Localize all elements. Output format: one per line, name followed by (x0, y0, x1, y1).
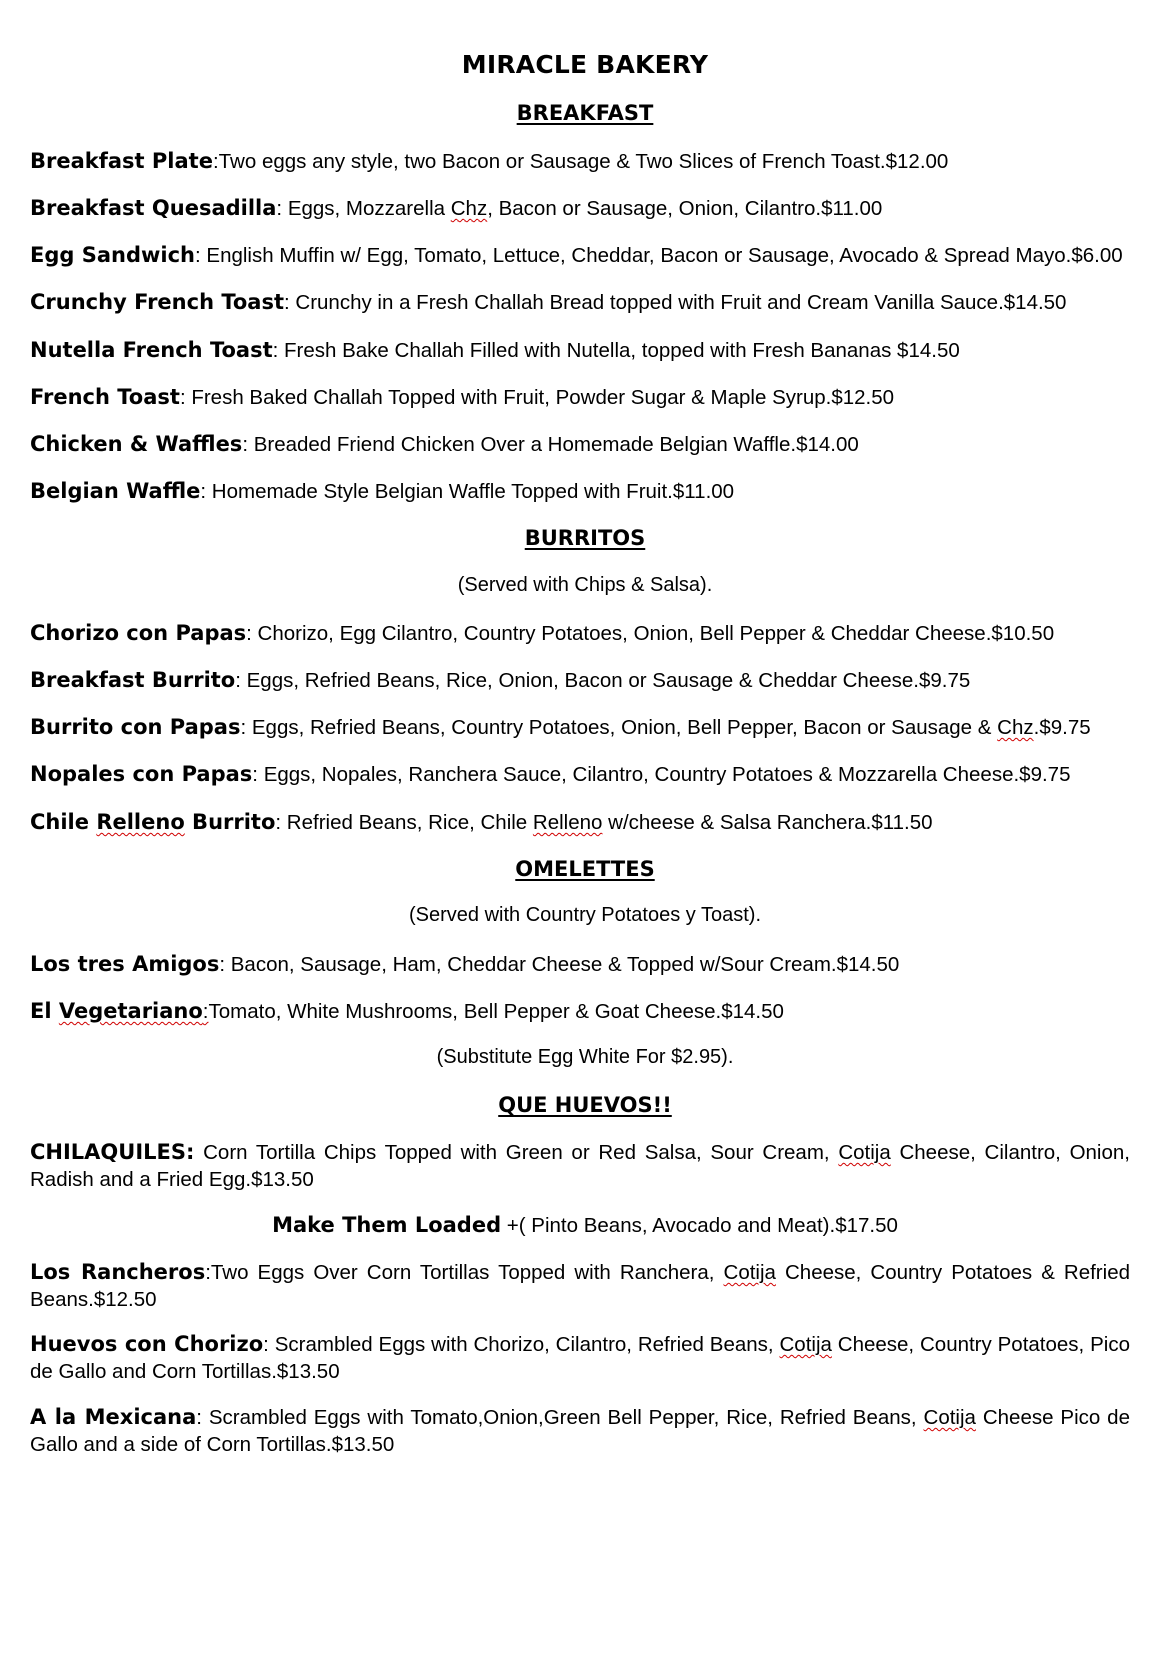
spellcheck-flagged-word: Chz (997, 716, 1034, 739)
menu-item-chile-relleno-burrito (30, 809, 1130, 836)
item-desc: Cheese Pico de Gallo and a side of Corn Tortillas.$13.50 (30, 1406, 1130, 1456)
omelettes-substitute-note: (Substitute Egg White For $2.95). (436, 1046, 734, 1068)
item-desc: : Scrambled Eggs with Tomato,Onion,Green Bell Pepper, Rice, Refried Beans, (196, 1406, 924, 1429)
item-desc: : Eggs, Nopales, Ranchera Sauce, Cilantro, Country Potatoes & Mozzarella Cheese.$9.75 (252, 763, 1071, 786)
page-title: MIRACLE BAKERY (461, 50, 709, 79)
menu-item-french-toast (30, 384, 1130, 411)
item-desc: : Eggs, Mozzarella (276, 197, 451, 220)
item-desc: : Homemade Style Belgian Waffle Topped with Fruit.$11.00 (200, 480, 735, 503)
item-name: Make Them Loaded (272, 1213, 502, 1237)
item-name: Breakfast Plate (30, 149, 213, 173)
menu-item-huevos-con-chorizo (30, 1331, 1130, 1385)
item-desc: :Two eggs any style, two Bacon or Sausage & Two Slices of French Toast.$12.00 (212, 150, 949, 173)
que-huevos-heading: QUE HUEVOS!! (498, 1093, 672, 1117)
menu-item-chicken-waffles (30, 431, 1130, 458)
menu-item-chorizo-con-papas (30, 620, 1130, 647)
menu-item-breakfast-quesadilla (30, 195, 1130, 222)
item-desc: : Fresh Bake Challah Filled with Nutella, topped with Fresh Bananas $14.50 (272, 339, 960, 362)
item-desc: : Scrambled Eggs with Chorizo, Cilantro, Refried Beans, (263, 1333, 780, 1356)
menu-item-belgian-waffle (30, 478, 1130, 505)
item-desc: : Eggs, Refried Beans, Rice, Onion, Bacon or Sausage & Cheddar Cheese.$9.75 (235, 669, 971, 692)
spellcheck-flagged-word: Chz (450, 197, 488, 220)
menu-item-breakfast-plate (30, 148, 1130, 175)
spellcheck-flagged-word: Relleno (532, 811, 603, 834)
item-desc: .$9.75 (1033, 716, 1091, 739)
breakfast-heading: BREAKFAST (516, 101, 654, 125)
item-desc: : Bacon, Sausage, Ham, Cheddar Cheese & Topped w/Sour Cream.$14.50 (219, 953, 900, 976)
item-desc: : Fresh Baked Challah Topped with Fruit, Powder Sugar & Maple Syrup.$12.50 (179, 386, 895, 409)
item-name: Los Rancheros (30, 1260, 206, 1284)
item-name: Nutella French Toast (30, 338, 273, 362)
item-desc: : English Muffin w/ Egg, Tomato, Lettuce, Cheddar, Bacon or Sausage, Avocado & Spread Mayo.$6.00 (195, 244, 1123, 267)
burritos-heading: BURRITOS (524, 526, 646, 550)
burritos-note: (Served with Chips & Salsa). (457, 574, 713, 596)
item-desc: +( Pinto Beans, Avocado and Meat).$17.50 (501, 1214, 898, 1237)
item-name: El (30, 999, 59, 1023)
item-desc: :Two Eggs Over Corn Tortillas Topped with Ranchera, (205, 1261, 724, 1284)
item-name: CHILAQUILES: (30, 1140, 195, 1164)
item-name: Chile (30, 810, 97, 834)
menu-item-los-tres-amigos (30, 951, 1130, 978)
omelettes-heading: OMELETTES (515, 857, 655, 881)
menu-item-nopales-con-papas (30, 761, 1130, 788)
item-desc: : Refried Beans, Rice, Chile (275, 811, 533, 834)
spellcheck-flagged-word: Relleno (96, 810, 185, 834)
menu-item-make-them-loaded (0, 1212, 1170, 1239)
spellcheck-flagged-word: Cotija (779, 1333, 832, 1356)
item-desc: : Breaded Friend Chicken Over a Homemade Belgian Waffle.$14.00 (242, 433, 859, 456)
spellcheck-flagged-word: Cotija (923, 1406, 976, 1429)
item-desc: Corn Tortilla Chips Topped with Green or Red Salsa, Sour Cream, (194, 1141, 839, 1164)
menu-item-el-vegetariano (30, 998, 1130, 1025)
item-desc: Tomato, White Mushrooms, Bell Pepper & Goat Cheese.$14.50 (208, 1000, 784, 1023)
spellcheck-flagged-word: Cotija (723, 1261, 776, 1284)
item-desc: w/cheese & Salsa Ranchera.$11.50 (602, 811, 933, 834)
item-name: Huevos con Chorizo (30, 1332, 264, 1356)
menu-item-los-rancheros (30, 1259, 1130, 1313)
item-name: A la Mexicana (30, 1405, 197, 1429)
menu-item-breakfast-burrito (30, 667, 1130, 694)
menu-item-a-la-mexicana (30, 1404, 1130, 1458)
menu-item-egg-sandwich (30, 242, 1130, 269)
item-name: Burrito (184, 810, 276, 834)
item-desc: : Eggs, Refried Beans, Country Potatoes, Onion, Bell Pepper, Bacon or Sausage & (240, 716, 998, 739)
item-desc: Cheese, Cilantro, Onion, Radish and a Fried Egg.$13.50 (30, 1141, 1130, 1191)
omelettes-note: (Served with Country Potatoes y Toast). (408, 904, 761, 926)
spellcheck-flagged-word: Cotija (838, 1141, 891, 1164)
item-desc: Cheese, Country Potatoes & Refried Beans.$12.50 (30, 1261, 1130, 1311)
item-desc: : Chorizo, Egg Cilantro, Country Potatoes, Onion, Bell Pepper & Cheddar Cheese.$10.50 (246, 622, 1055, 645)
item-desc: Cheese, Country Potatoes, Pico de Gallo and Corn Tortillas.$13.50 (30, 1333, 1130, 1383)
menu-item-nutella-french-toast (30, 337, 1130, 364)
item-name: Belgian Waffle (30, 479, 201, 503)
menu-item-burrito-con-papas (30, 714, 1130, 741)
item-name: Egg Sandwich (30, 243, 195, 267)
item-name: Chorizo con Papas (30, 621, 247, 645)
item-desc: : Crunchy in a Fresh Challah Bread topped with Fruit and Cream Vanilla Sauce.$14.50 (284, 291, 1067, 314)
item-name: French Toast (30, 385, 180, 409)
menu-item-crunchy-french-toast (30, 289, 1130, 316)
item-name: Breakfast Quesadilla (30, 196, 277, 220)
spellcheck-flagged-word: Vegetariano (58, 999, 203, 1023)
item-name: Breakfast Burrito (30, 668, 236, 692)
item-name: Chicken & Waffles (30, 432, 243, 456)
item-name: Burrito con Papas (30, 715, 241, 739)
item-name: Los tres Amigos (30, 952, 220, 976)
item-name: Nopales con Papas (30, 762, 253, 786)
menu-item-chilaquiles (30, 1139, 1130, 1193)
item-desc: : (202, 1000, 209, 1023)
item-desc: , Bacon or Sausage, Onion, Cilantro.$11.00 (487, 197, 883, 220)
item-name: Crunchy French Toast (30, 290, 284, 314)
